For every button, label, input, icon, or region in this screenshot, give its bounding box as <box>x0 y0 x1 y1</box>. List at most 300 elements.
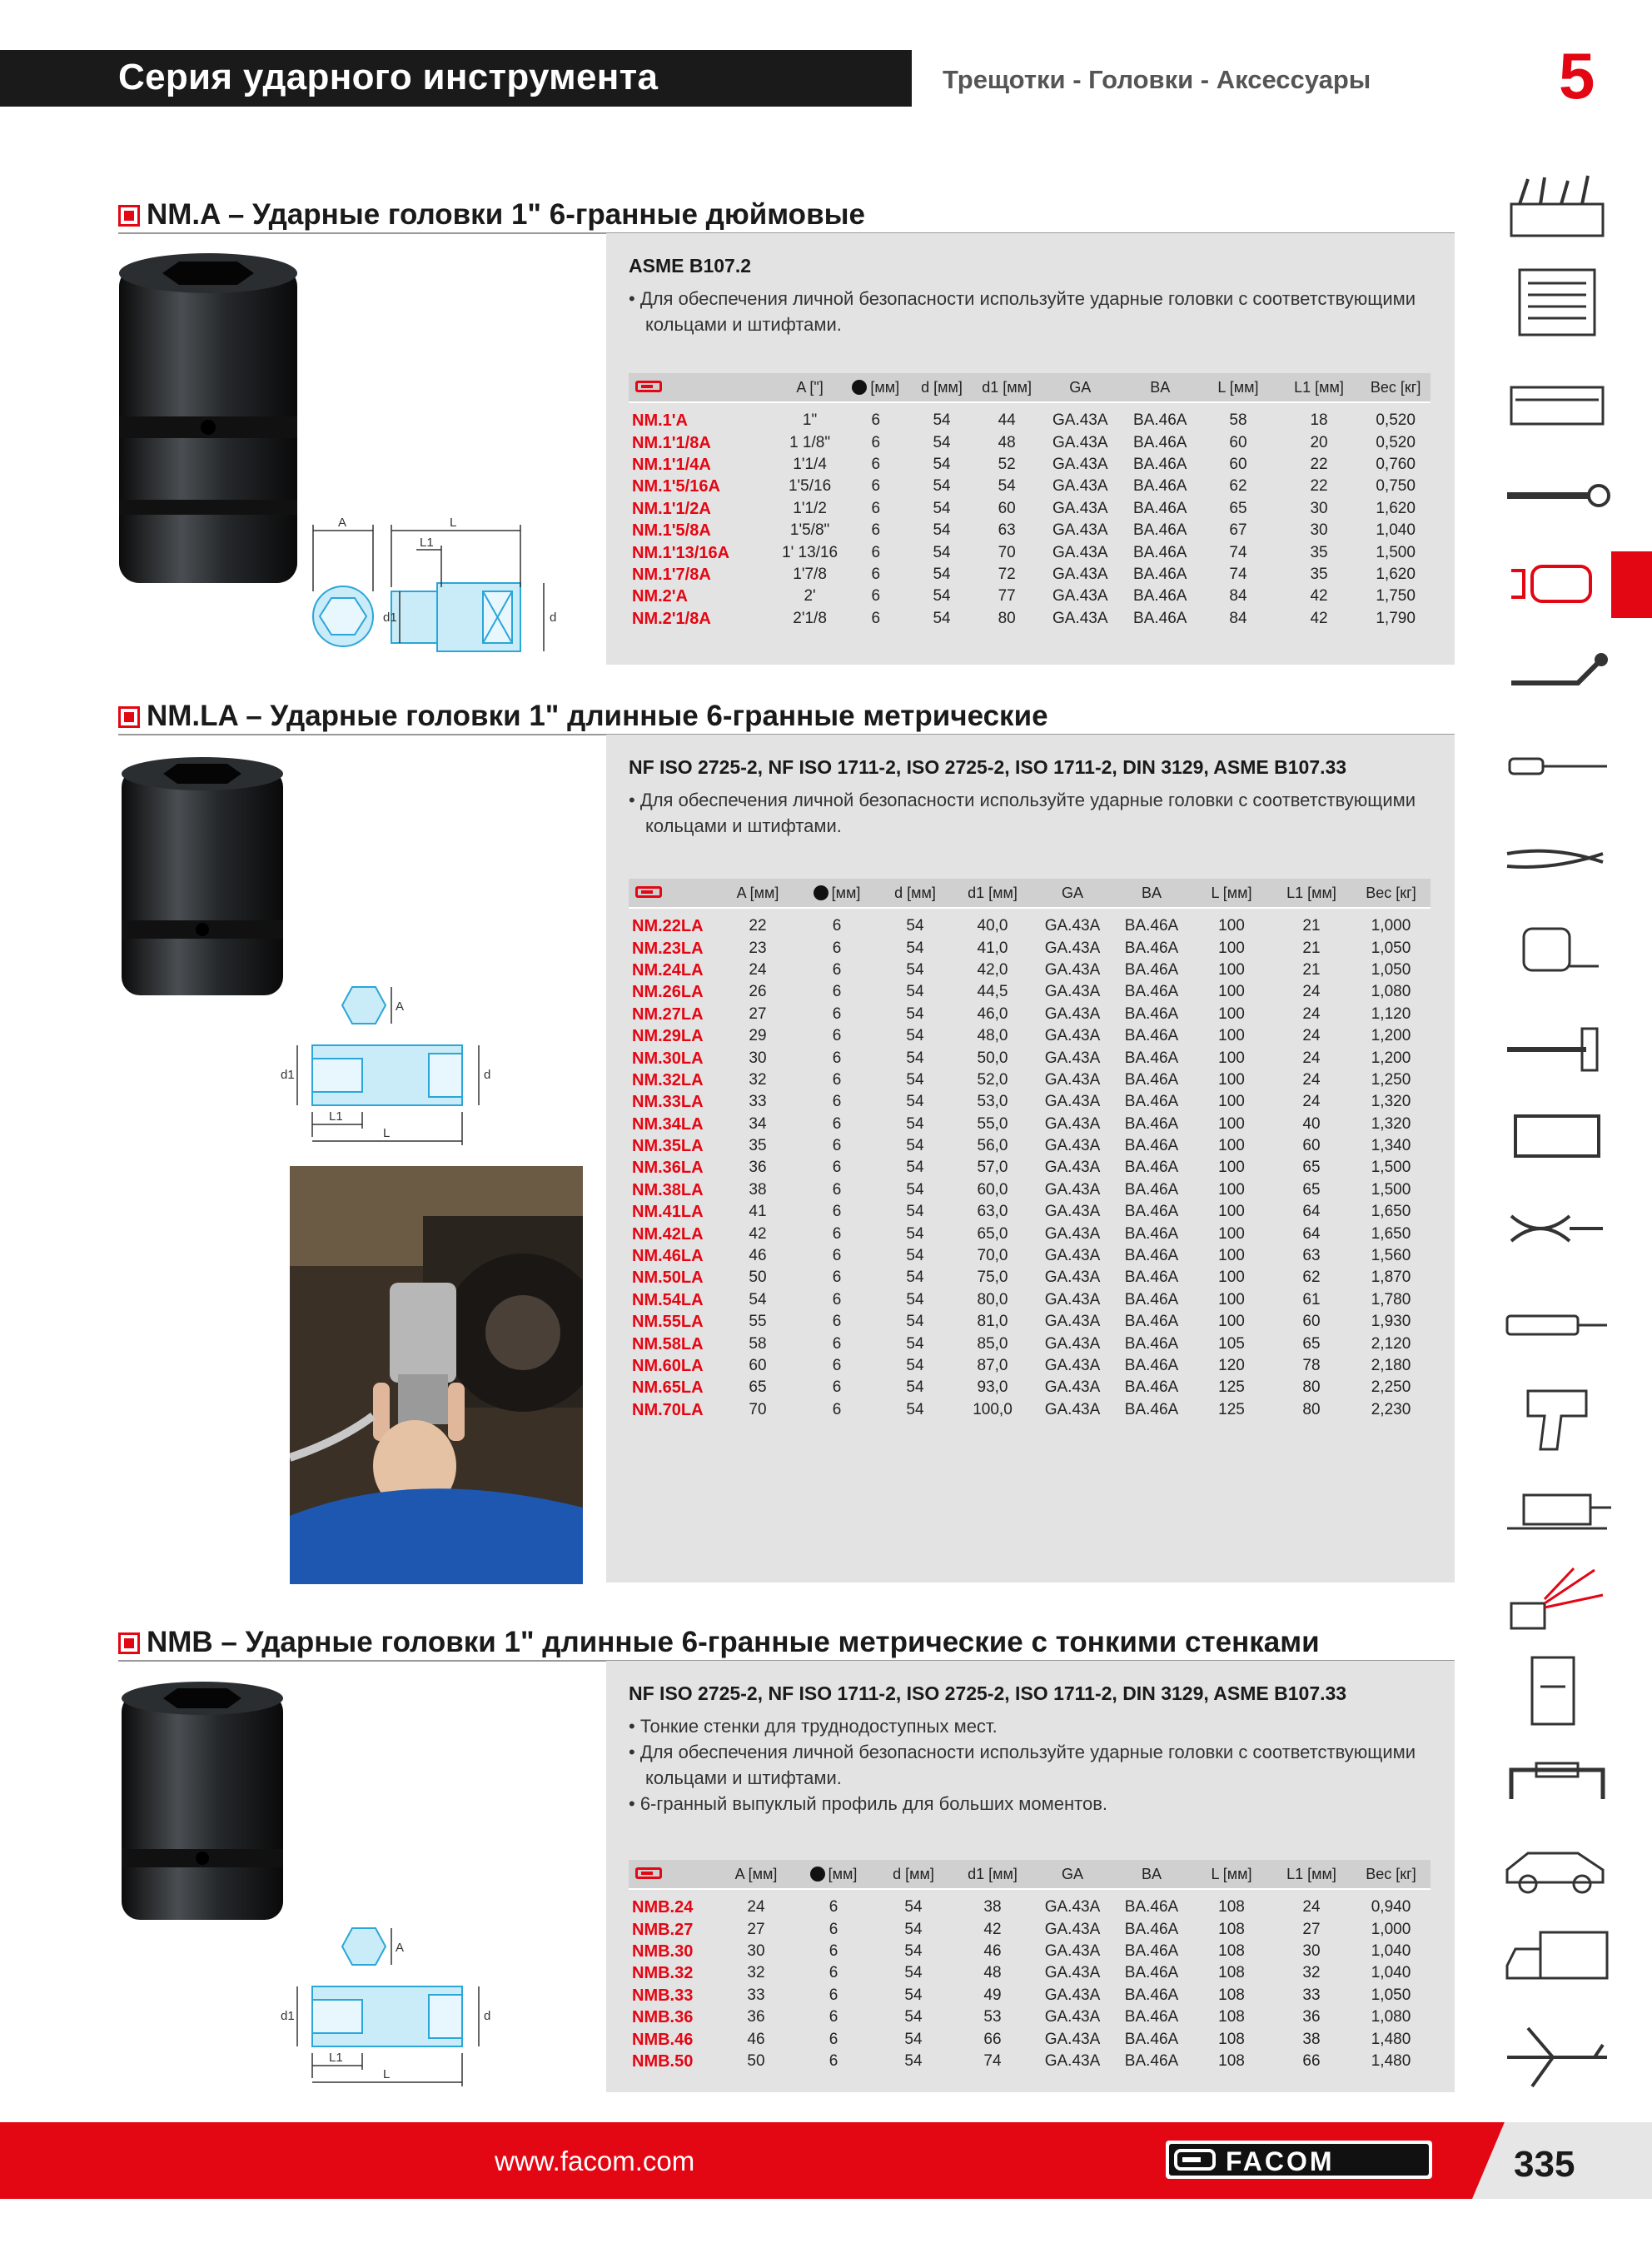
table-row <box>629 1267 1431 1288</box>
dimension-diagram-nma <box>308 508 575 675</box>
table-cell: 60 <box>1229 455 1247 473</box>
table-cell: BA.46A <box>1133 433 1187 451</box>
table-cell: 38 <box>983 1898 1002 1917</box>
table-cell: 54 <box>906 1400 924 1418</box>
table-row <box>629 498 1431 520</box>
tester-icon[interactable] <box>1495 1287 1620 1362</box>
table-row <box>629 981 1431 1003</box>
impact-wrench-icon[interactable] <box>1495 1378 1620 1453</box>
table-cell: 100 <box>1218 1049 1245 1067</box>
product-ref[interactable]: NM.50LA <box>632 1269 704 1288</box>
table-cell: 35 <box>1310 565 1328 583</box>
table-cell: 30 <box>749 1049 767 1067</box>
table-body <box>629 908 1431 1421</box>
dim-label-l: L <box>383 2067 391 2081</box>
product-ref[interactable]: NM.36LA <box>632 1159 704 1178</box>
dim-label-d: d <box>550 611 557 625</box>
dimension-diagram-nmb <box>279 1920 504 2095</box>
product-ref[interactable]: NM.1'1/2A <box>632 499 711 518</box>
table-cell: BA.46A <box>1124 1049 1179 1067</box>
table-cell: 6 <box>871 499 881 517</box>
product-ref[interactable]: NMB.36 <box>632 2008 694 2027</box>
table-cell: BA.46A <box>1133 609 1187 627</box>
table-cell: 24 <box>1302 1049 1321 1067</box>
product-ref[interactable]: NM.2'1/8A <box>632 609 711 628</box>
table-cell: 6 <box>832 960 842 979</box>
table-cell: 50 <box>747 2051 765 2070</box>
table-cell: GA.43A <box>1044 1313 1101 1331</box>
table-cell: GA.43A <box>1044 1180 1101 1199</box>
tool-box-icon[interactable] <box>1495 362 1620 437</box>
table-cell: 0,750 <box>1376 477 1416 496</box>
product-ref[interactable]: NM.41LA <box>632 1203 704 1222</box>
table-cell: 1,040 <box>1371 1941 1411 1960</box>
table-cell: 46,0 <box>977 1004 1008 1023</box>
product-ref[interactable]: NM.32LA <box>632 1070 704 1089</box>
table-cell: GA.43A <box>1044 1920 1101 1938</box>
table-cell: 54 <box>904 2008 923 2026</box>
table-cell: 1,870 <box>1371 1269 1411 1287</box>
section-title-nmla: NM.LA – Ударные головки 1" длинные 6-гранные метрические <box>118 700 1048 733</box>
table-cell: 6 <box>832 1093 842 1111</box>
table-cell: 100 <box>1218 1290 1245 1308</box>
table-cell: 46 <box>983 1941 1002 1960</box>
table-cell: 100 <box>1218 939 1245 957</box>
table-cell: 6 <box>828 2051 838 2070</box>
table-cell: 1'1/4 <box>793 455 827 473</box>
socket-photo-nmla <box>115 754 290 1008</box>
puller-icon[interactable] <box>1495 1191 1620 1266</box>
hacksaw-icon[interactable] <box>1495 1099 1620 1174</box>
table-cell: 55,0 <box>977 1114 1008 1133</box>
table-cell: 33 <box>1302 1986 1321 2004</box>
table-cell: BA.46A <box>1124 2051 1179 2070</box>
table-cell: 6 <box>832 1049 842 1067</box>
table-cell: GA.43A <box>1044 1964 1101 1982</box>
table-cell: 54 <box>906 1378 924 1397</box>
table-cell: 1'5/16 <box>788 477 832 496</box>
table-row <box>629 431 1431 453</box>
table-cell: 42 <box>1310 609 1328 627</box>
tool-cabinet-icon[interactable] <box>1495 267 1620 341</box>
workshop-photo <box>290 1166 583 1584</box>
table-cell: 64 <box>1302 1224 1321 1243</box>
table-cell: 81,0 <box>977 1313 1008 1331</box>
table-cell: BA.46A <box>1124 1070 1179 1089</box>
table-cell: 54 <box>933 543 951 561</box>
table-cell: 6 <box>871 477 881 496</box>
table-body <box>629 402 1431 630</box>
table-cell: GA.43A <box>1044 1357 1101 1374</box>
table-cell: 50,0 <box>977 1049 1008 1067</box>
product-ref[interactable]: NM.1'1/4A <box>632 455 711 474</box>
table-cell: 60,0 <box>977 1180 1008 1199</box>
standard-label: NF ISO 2725-2, NF ISO 1711-2, ISO 2725-2, ISO 1711-2, DIN 3129, ASME B107.33 <box>629 1682 1347 1704</box>
table-cell: 100 <box>1218 1247 1245 1265</box>
product-ref[interactable]: NM.58LA <box>632 1334 704 1353</box>
hammer-icon[interactable] <box>1495 1008 1620 1083</box>
product-ref[interactable]: NM.1'5/16A <box>632 477 720 496</box>
product-ref[interactable]: NMB.33 <box>632 1986 694 2005</box>
table-cell: BA.46A <box>1124 1290 1179 1308</box>
table-cell: 54 <box>904 2051 923 2070</box>
electrical-icon[interactable] <box>1495 1653 1620 1728</box>
page-subtitle: Трещотки - Головки - Аксессуары <box>943 65 1371 94</box>
product-ref[interactable]: NM.35LA <box>632 1137 704 1156</box>
table-cell: 1 1/8" <box>789 433 831 451</box>
table-row <box>629 1889 1431 1918</box>
dim-label-a: A <box>338 516 347 530</box>
product-ref[interactable]: NM.1'1/8A <box>632 433 711 452</box>
table-cell: 6 <box>828 2008 838 2026</box>
table-cell: 54 <box>906 1224 924 1243</box>
table-cell: 65 <box>1302 1159 1321 1177</box>
product-ref[interactable]: NM.1'7/8A <box>632 565 711 584</box>
table-cell: 54 <box>904 1920 923 1938</box>
table-cell: 62 <box>1229 477 1247 496</box>
dim-label-l: L <box>450 516 457 530</box>
table-cell: 93,0 <box>977 1378 1008 1397</box>
table-cell: 87,0 <box>977 1357 1008 1374</box>
table-cell: 1,200 <box>1371 1049 1411 1067</box>
table-cell: BA.46A <box>1133 499 1187 517</box>
table-cell: 6 <box>871 521 881 540</box>
safety-icon[interactable] <box>1495 1562 1620 1637</box>
table-cell: 6 <box>832 983 842 1001</box>
table-cell: 1,340 <box>1371 1137 1411 1155</box>
car-icon[interactable] <box>1495 1832 1620 1907</box>
product-ref[interactable]: NM.60LA <box>632 1357 704 1375</box>
table-cell: GA.43A <box>1044 1114 1101 1133</box>
standard-label: NF ISO 2725-2, NF ISO 1711-2, ISO 2725-2, ISO 1711-2, DIN 3129, ASME B107.33 <box>629 756 1347 778</box>
truck-icon[interactable] <box>1495 1924 1620 1999</box>
facom-brand-text: FACOM <box>1226 2146 1335 2176</box>
table-cell: BA.46A <box>1124 1027 1179 1045</box>
product-ref[interactable]: NM.54LA <box>632 1290 704 1309</box>
table-cell: 65 <box>749 1378 767 1397</box>
pliers-icon[interactable] <box>1495 820 1620 895</box>
table-cell: GA.43A <box>1044 2030 1101 2048</box>
table-row <box>629 1223 1431 1244</box>
table-cell: 80,0 <box>977 1290 1008 1308</box>
product-ref[interactable]: NM.27LA <box>632 1004 704 1024</box>
table-cell: 60 <box>998 499 1016 517</box>
table-header: A [мм] [мм] d [мм] d1 [мм] GA BA L [мм] L1 [мм] Вес [кг] <box>629 1860 1431 1889</box>
facom-mini-logo-icon <box>635 886 662 898</box>
table-cell: BA.46A <box>1124 1224 1179 1243</box>
table-cell: 35 <box>749 1137 767 1155</box>
spec-table-nma <box>629 373 1431 630</box>
table-cell: GA.43A <box>1044 1941 1101 1960</box>
table-row <box>629 1333 1431 1354</box>
table-cell: 26 <box>749 983 767 1001</box>
product-ref[interactable]: NM.24LA <box>632 960 704 979</box>
chapter-number: 5 <box>1559 39 1595 112</box>
product-ref[interactable]: NM.26LA <box>632 983 704 1002</box>
table-cell: 54 <box>906 1027 924 1045</box>
website-link[interactable]: www.facom.com <box>495 2146 695 2176</box>
table-row <box>629 908 1431 937</box>
dimension-diagram-nmla <box>279 979 504 1154</box>
table-cell: 1,250 <box>1371 1070 1411 1089</box>
table-cell: 6 <box>832 1004 842 1023</box>
table-row <box>629 1918 1431 1940</box>
table-cell: BA.46A <box>1124 1313 1179 1331</box>
table-cell: BA.46A <box>1124 939 1179 957</box>
socket-icon[interactable] <box>1495 546 1620 621</box>
table-cell: 1,620 <box>1376 499 1416 517</box>
table-cell: 32 <box>749 1070 767 1089</box>
table-cell: 46 <box>749 1247 767 1265</box>
table-cell: 6 <box>832 917 842 935</box>
table-cell: 55 <box>749 1313 767 1331</box>
table-row <box>629 1377 1431 1398</box>
table-cell: 27 <box>749 1004 767 1023</box>
table-cell: 6 <box>832 1313 842 1331</box>
product-ref[interactable]: NM.29LA <box>632 1027 704 1046</box>
dim-label-l1: L1 <box>329 2051 343 2065</box>
table-cell: 1,650 <box>1371 1224 1411 1243</box>
wrench-icon[interactable] <box>1495 458 1620 533</box>
table-cell: 24 <box>1302 1070 1321 1089</box>
table-cell: 1,480 <box>1371 2051 1411 2070</box>
product-ref[interactable]: NM.1'A <box>632 411 688 431</box>
table-cell: 54 <box>933 411 951 430</box>
table-cell: 30 <box>747 1941 765 1960</box>
table-cell: 38 <box>1302 2030 1321 2048</box>
table-cell: GA.43A <box>1044 1400 1101 1418</box>
table-cell: BA.46A <box>1124 1203 1179 1221</box>
table-cell: 48 <box>998 433 1016 451</box>
table-cell: 54 <box>906 1357 924 1374</box>
table-cell: 30 <box>1302 1941 1321 1960</box>
table-cell: GA.43A <box>1044 1247 1101 1265</box>
table-cell: 125 <box>1218 1400 1245 1418</box>
tool-tray-icon[interactable] <box>1495 171 1620 246</box>
table-cell: 54 <box>904 1898 923 1917</box>
table-cell: 22 <box>1310 455 1328 473</box>
product-ref[interactable]: NM.42LA <box>632 1224 704 1244</box>
safety-note: • Для обеспечения личной безопасности используйте ударные головки с соответствующими кольцами и штифтами. <box>629 790 1416 836</box>
table-cell: 105 <box>1218 1334 1245 1353</box>
product-ref[interactable]: NM.46LA <box>632 1247 704 1266</box>
table-cell: 1'7/8 <box>793 565 827 583</box>
tape-measure-icon[interactable] <box>1495 912 1620 987</box>
table-cell: 63 <box>998 521 1016 540</box>
table-cell: BA.46A <box>1124 1137 1179 1155</box>
table-cell: 42 <box>749 1224 767 1243</box>
table-cell: 72 <box>998 565 1016 583</box>
product-ref[interactable]: NMB.32 <box>632 1964 694 1983</box>
table-cell: 6 <box>828 1986 838 2004</box>
airplane-icon[interactable] <box>1495 2016 1620 2091</box>
table-cell: BA.46A <box>1124 1093 1179 1111</box>
table-cell: 0,520 <box>1376 433 1416 451</box>
table-cell: 54 <box>906 1313 924 1331</box>
table-cell: 1,050 <box>1371 939 1411 957</box>
table-cell: GA.43A <box>1044 1898 1101 1917</box>
table-cell: 1,790 <box>1376 609 1416 627</box>
table-cell: 54 <box>906 960 924 979</box>
product-ref[interactable]: NMB.30 <box>632 1941 694 1961</box>
vise-icon[interactable] <box>1495 1470 1620 1545</box>
table-cell: 65,0 <box>977 1224 1008 1243</box>
table-cell: 100 <box>1218 1180 1245 1199</box>
product-ref[interactable]: NM.33LA <box>632 1093 704 1112</box>
table-cell: 54 <box>906 1049 924 1067</box>
table-cell: 60 <box>1229 433 1247 451</box>
dim-label-a: A <box>396 1941 405 1955</box>
table-cell: GA.43A <box>1044 1269 1101 1287</box>
feature-notes: • Тонкие стенки для труднодоступных мест. • Для обеспечения личной безопасности используйте ударные головки с соответствующими кольцами и штифтами. • 6-гранный выпуклый профиль для больших моментов. <box>629 1716 1416 1814</box>
product-ref[interactable]: NM.1'13/16A <box>632 543 730 562</box>
spec-table-nmb <box>629 1860 1431 2072</box>
table-cell: 6 <box>832 1159 842 1177</box>
table-cell: 54 <box>904 1941 923 1960</box>
ratchet-icon[interactable] <box>1495 641 1620 716</box>
table-cell: 1,930 <box>1371 1313 1411 1331</box>
table-cell: 1" <box>802 411 818 430</box>
product-ref[interactable]: NM.2'A <box>632 587 688 606</box>
table-cell: GA.43A <box>1052 411 1108 430</box>
product-ref[interactable]: NM.23LA <box>632 939 704 958</box>
table-cell: GA.43A <box>1044 2051 1101 2070</box>
table-cell: GA.43A <box>1052 477 1108 496</box>
product-ref[interactable]: NMB.46 <box>632 2030 694 2049</box>
table-cell: 80 <box>1302 1378 1321 1397</box>
table-cell: 1,320 <box>1371 1114 1411 1133</box>
table-cell: GA.43A <box>1044 1203 1101 1221</box>
table-cell: 6 <box>832 1114 842 1133</box>
table-cell: 6 <box>828 1964 838 1982</box>
table-cell: 2'1/8 <box>793 609 827 627</box>
table-row <box>629 2006 1431 2028</box>
table-cell: 2,230 <box>1371 1400 1411 1418</box>
table-cell: 108 <box>1218 1986 1245 2004</box>
table-header: A ["] [мм] d [мм] d1 [мм] GA BA L [мм] L1 [мм] Вес [кг] <box>629 373 1431 402</box>
product-ref[interactable]: NMB.50 <box>632 2051 694 2071</box>
product-ref[interactable]: NM.34LA <box>632 1114 704 1134</box>
screwdriver-icon[interactable] <box>1495 729 1620 804</box>
table-cell: BA.46A <box>1124 1159 1179 1177</box>
table-cell: GA.43A <box>1044 2008 1101 2026</box>
table-cell: BA.46A <box>1124 917 1179 935</box>
dim-label-l1: L1 <box>420 536 434 550</box>
table-cell: 1,080 <box>1371 983 1411 1001</box>
table-cell: 6 <box>871 411 881 430</box>
table-cell: GA.43A <box>1044 1334 1101 1353</box>
table-cell: 52 <box>998 455 1016 473</box>
table-cell: 1,120 <box>1371 1004 1411 1023</box>
product-ref[interactable]: NM.70LA <box>632 1400 704 1419</box>
table-row <box>629 1311 1431 1333</box>
table-cell: 54 <box>904 1986 923 2004</box>
table-cell: 66 <box>1302 2051 1321 2070</box>
table-cell: 54 <box>906 1070 924 1089</box>
page-number: 335 <box>1514 2144 1575 2185</box>
table-cell: 33 <box>747 1986 765 2004</box>
product-ref[interactable]: NM.38LA <box>632 1180 704 1199</box>
table-cell: GA.43A <box>1052 521 1108 540</box>
table-header: A [мм] [мм] d [мм] d1 [мм] GA BA L [мм] L1 [мм] Вес [кг] <box>629 879 1431 908</box>
table-row <box>629 1004 1431 1025</box>
table-cell: 67 <box>1229 521 1247 540</box>
table-cell: 21 <box>1302 917 1321 935</box>
table-cell: 32 <box>1302 1964 1321 1982</box>
table-cell: BA.46A <box>1124 983 1179 1001</box>
table-row <box>629 937 1431 959</box>
table-cell: GA.43A <box>1052 455 1108 473</box>
table-cell: BA.46A <box>1124 1941 1179 1960</box>
table-cell: 50 <box>749 1269 767 1287</box>
product-ref[interactable]: NM.55LA <box>632 1313 704 1332</box>
table-cell: 77 <box>998 587 1016 606</box>
table-cell: 100,0 <box>973 1400 1013 1418</box>
table-cell: 56,0 <box>977 1137 1008 1155</box>
table-cell: 6 <box>832 1334 842 1353</box>
product-ref[interactable]: NMB.27 <box>632 1920 694 1939</box>
table-row <box>629 1399 1431 1421</box>
table-cell: 54 <box>906 1247 924 1265</box>
table-cell: 1,650 <box>1371 1203 1411 1221</box>
table-cell: 6 <box>832 1203 842 1221</box>
table-cell: 84 <box>1229 587 1247 606</box>
table-cell: 70 <box>749 1400 767 1418</box>
section-bullet-icon <box>118 205 140 227</box>
table-cell: BA.46A <box>1124 2030 1179 2048</box>
table-cell: 36 <box>747 2008 765 2026</box>
table-cell: 6 <box>871 609 881 627</box>
product-ref[interactable]: NM.65LA <box>632 1378 704 1398</box>
product-ref[interactable]: NMB.24 <box>632 1898 694 1917</box>
table-cell: 54 <box>906 1137 924 1155</box>
table-row <box>629 1245 1431 1267</box>
table-cell: GA.43A <box>1044 983 1101 1001</box>
table-cell: 100 <box>1218 1114 1245 1133</box>
table-cell: BA.46A <box>1124 2008 1179 2026</box>
product-ref[interactable]: NM.30LA <box>632 1049 704 1068</box>
table-row <box>629 608 1431 630</box>
table-cell: 108 <box>1218 1920 1245 1938</box>
table-cell: 54 <box>906 983 924 1001</box>
table-cell: 54 <box>933 565 951 583</box>
table-cell: 6 <box>832 1357 842 1374</box>
dim-label-d1: d1 <box>383 611 397 625</box>
product-ref[interactable]: NM.22LA <box>632 917 704 936</box>
dim-label-l: L <box>383 1126 391 1140</box>
table-cell: 23 <box>749 939 767 957</box>
table-cell: 6 <box>871 543 881 561</box>
table-cell: 66 <box>983 2030 1002 2048</box>
handle-icon[interactable] <box>1495 1745 1620 1820</box>
facom-mini-logo-icon <box>635 1867 662 1879</box>
table-cell: 1,750 <box>1376 587 1416 606</box>
table-cell: 29 <box>749 1027 767 1045</box>
section-bullet-icon <box>118 1632 140 1654</box>
table-cell: 100 <box>1218 1093 1245 1111</box>
table-cell: 24 <box>747 1898 765 1917</box>
table-cell: 53,0 <box>977 1093 1008 1111</box>
table-cell: 53 <box>983 2008 1002 2026</box>
table-cell: 54 <box>904 2030 923 2048</box>
table-cell: GA.43A <box>1052 543 1108 561</box>
table-cell: 48,0 <box>977 1027 1008 1045</box>
product-ref[interactable]: NM.1'5/8A <box>632 521 711 541</box>
table-cell: 42,0 <box>977 960 1008 979</box>
table-cell: 1,200 <box>1371 1027 1411 1045</box>
table-cell: BA.46A <box>1124 1357 1179 1374</box>
table-cell: 6 <box>828 2030 838 2048</box>
